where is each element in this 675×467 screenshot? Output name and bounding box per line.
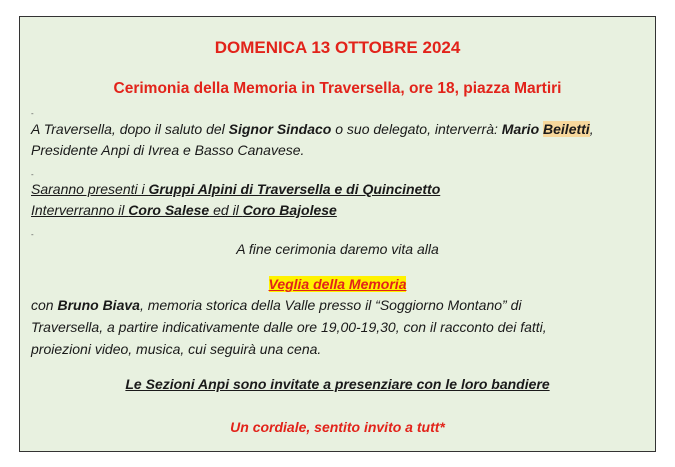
veglia-description-line3: proiezioni video, musica, cui seguirà una cena. — [31, 341, 322, 357]
bruno-biava-name: Bruno Biava — [57, 297, 140, 313]
paragraph-marker: - — [31, 109, 34, 118]
cori-line: Interverranno il Coro Salese ed il Coro Bajolese — [31, 202, 337, 218]
sezioni-invite-text: Le Sezioni Anpi sono invitate a presenziare con le loro bandiere — [125, 376, 550, 392]
veglia-description-line1: con Bruno Biava, memoria storica della Valle presso il “Soggiorno Montano” di — [31, 297, 522, 313]
signor-sindaco-text: Signor Sindaco — [228, 121, 332, 137]
veglia-description-line2: Traversella, a partire indicativamente dalle ore 19,00-19,30, con il racconto dei fatti, — [31, 319, 547, 335]
paragraph-speakers-line1: A Traversella, dopo il saluto del Signor Sindaco o suo delegato, interverrà: Mario Beiletti, — [31, 121, 594, 137]
veglia-title — [20, 276, 655, 292]
paragraph-marker: - — [31, 230, 34, 239]
gruppi-alpini-text: Gruppi Alpini di Traversella e di Quincinetto — [148, 181, 441, 197]
beiletti-name-highlight: Beiletti — [543, 121, 590, 137]
coro-bajolese-text: Coro Bajolese — [242, 202, 337, 218]
ceremony-heading: Cerimonia della Memoria in Traversella, ore 18, piazza Martiri — [113, 80, 562, 97]
fine-cerimonia-text: A fine cerimonia daremo vita alla — [236, 241, 439, 257]
alpini-line: Saranno presenti i Gruppi Alpini di Traversella e di Quincinetto — [31, 181, 441, 197]
invitation-card — [19, 16, 656, 452]
paragraph-speakers-line2: Presidente Anpi di Ivrea e Basso Canavese. — [31, 142, 305, 158]
coro-salese-text: Coro Salese — [128, 202, 210, 218]
paragraph-marker: - — [31, 170, 34, 179]
mario-name: Mario — [501, 121, 544, 137]
date-heading: DOMENICA 13 OTTOBRE 2024 — [214, 38, 461, 57]
veglia-title-highlight: Veglia della Memoria — [268, 276, 407, 292]
cordiale-invite-text: Un cordiale, sentito invito a tutt* — [230, 419, 445, 435]
